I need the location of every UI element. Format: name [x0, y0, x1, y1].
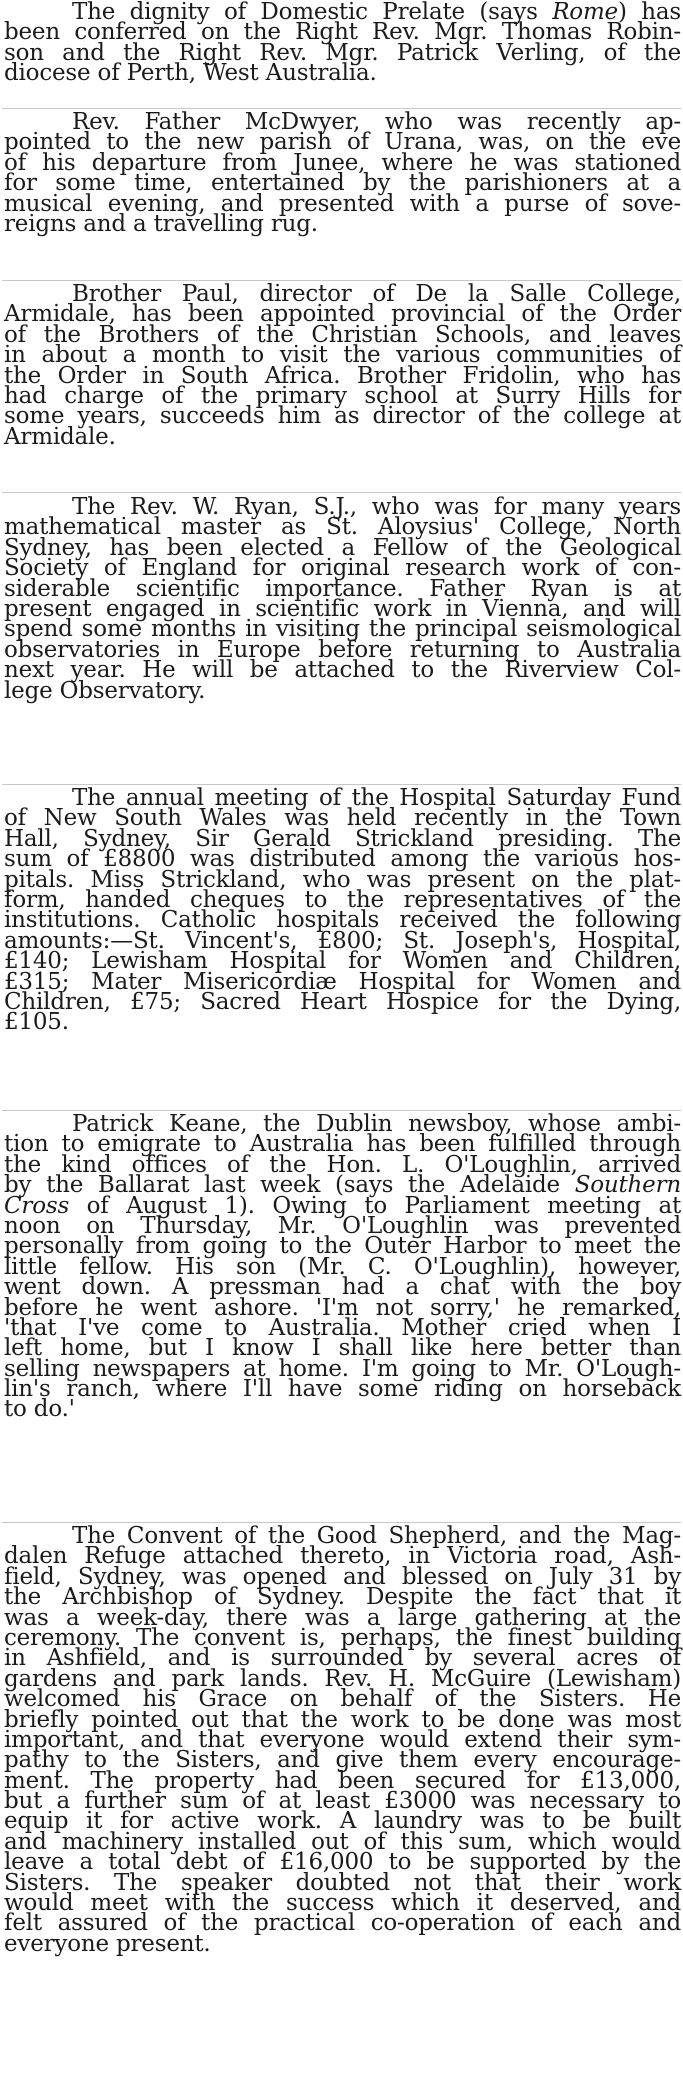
text-line: Sydney, has been elected a Fellow of the Geological [4, 534, 681, 561]
text-line: in about a month to visit the various communities of [4, 342, 681, 369]
news-paragraph-father-mcdwyer [0, 109, 683, 237]
text-line: 'that I've come to Australia. Mother cried when I [4, 1314, 681, 1341]
text-line: some years, succeeds him as director of the college at [4, 403, 681, 430]
text-line: Armidale, has been appointed provincial of the Order [4, 301, 681, 328]
text-line: briefly pointed out that the work to be done was most [4, 1706, 681, 1733]
text-line: dalen Refuge attached thereto, in Victoria road, Ash- [4, 1543, 681, 1570]
news-paragraph-patrick-keane [0, 1111, 683, 1423]
text-line: important, and that everyone would extend their sym- [4, 1726, 681, 1753]
text-line: gardens and park lands. Rev. H. McGuire (Lewisham) [4, 1665, 681, 1692]
text-line: lege Observatory. [4, 677, 206, 704]
text-line: would meet with the success which it deserved, and [4, 1890, 681, 1917]
text-line: present engaged in scientific work in Vienna, and will [4, 595, 681, 622]
text-line: The dignity of Domestic Prelate (says Rome) has [72, 0, 681, 25]
text-line: observatories in Europe before returning to Australia [4, 636, 681, 663]
news-paragraph-domestic-prelate [0, 0, 683, 87]
news-paragraph-brother-paul [0, 281, 683, 450]
text-line: The Convent of the Good Shepherd, and the Mag- [72, 1523, 681, 1549]
text-line: but a further sum of at least £3000 was necessary to [4, 1788, 681, 1815]
text-line: to do.' [4, 1396, 75, 1423]
news-paragraph-rev-ryan [0, 494, 683, 704]
text-line: form, handed cheques to the representatives of the [4, 886, 681, 913]
text-line: pathy to the Sisters, and give them every encourage- [4, 1747, 681, 1774]
text-line: the Order in South Africa. Brother Fridolin, who has [4, 362, 681, 389]
text-line: felt assured of the practical co-operation of each and [4, 1910, 681, 1937]
text-line: equip it for active work. A laundry was to be built [4, 1808, 681, 1835]
paragraph-divider [2, 492, 681, 493]
text-line: of New South Wales was held recently in the Town [4, 805, 681, 832]
text-line: was a week-day, there was a large gathering at the [4, 1604, 681, 1631]
news-paragraph-hospital-saturday-fund [0, 785, 683, 1036]
text-line: personally from going to the Outer Harbor to meet the [4, 1233, 681, 1260]
text-line: The annual meeting of the Hospital Saturday Fund [72, 785, 681, 811]
text-line: field, Sydney, was opened and blessed on July 31 by [4, 1563, 681, 1590]
text-line: ceremony. The convent is, perhaps, the finest building [4, 1624, 681, 1651]
text-line: of the Brothers of the Christian Schools, and leaves [4, 321, 681, 348]
text-line: £140; Lewisham Hospital for Women and Children, [4, 948, 681, 975]
text-line: been conferred on the Right Rev. Mgr. Thomas Robin- [4, 19, 681, 46]
text-line: institutions. Catholic hospitals received the following [4, 907, 681, 934]
text-line: the kind offices of the Hon. L. O'Loughlin, arrived [4, 1151, 681, 1178]
text-line: leave a total debt of £16,000 to be supported by the [4, 1849, 681, 1876]
text-line: Sisters. The speaker doubted not that their work [4, 1869, 681, 1896]
text-line: Brother Paul, director of De la Salle College, [72, 281, 681, 307]
text-line: £315; Mater Misericordiæ Hospital for Women and [4, 968, 681, 995]
text-line: left home, but I know I shall like here better than [4, 1335, 681, 1362]
text-line: son and the Right Rev. Mgr. Patrick Verling, of the [4, 39, 681, 66]
text-line: noon on Thursday, Mr. O'Loughlin was prevented [4, 1212, 681, 1239]
news-paragraph-good-shepherd-convent [0, 1523, 683, 1957]
text-line: £105. [4, 1009, 69, 1036]
text-line: Children, £75; Sacred Heart Hospice for the Dying, [4, 988, 681, 1015]
text-line: next year. He will be attached to the Riverview Col- [4, 657, 681, 684]
text-line: tion to emigrate to Australia has been fulfilled through [4, 1131, 681, 1158]
text-line: siderable scientific importance. Father Ryan is at [4, 575, 681, 602]
text-line: ment. The property had been secured for £13,000, [4, 1767, 681, 1794]
text-line: in Ashfield, and is surrounded by several acres of [4, 1645, 681, 1672]
text-line: for some time, entertained by the parishioners at a [4, 170, 681, 197]
text-line: went down. A pressman had a chat with the boy [4, 1274, 681, 1301]
text-line: sum of £8800 was distributed among the various hos- [4, 846, 681, 873]
text-line: little fellow. His son (Mr. C. O'Loughlin), however, [4, 1253, 681, 1280]
text-line: diocese of Perth, West Australia. [4, 60, 377, 87]
text-line: and machinery installed out of this sum, which would [4, 1828, 681, 1855]
text-line: lin's ranch, where I'll have some riding on horseback [4, 1376, 681, 1403]
text-line: welcomed his Grace on behalf of the Sisters. He [4, 1686, 681, 1713]
text-line: before he went ashore. 'I'm not sorry,' he remarked, [4, 1294, 681, 1321]
text-line: selling newspapers at home. I'm going to Mr. O'Lough- [4, 1355, 681, 1382]
text-line: pitals. Miss Strickland, who was present on the plat- [4, 866, 681, 893]
text-line: Hall, Sydney, Sir Gerald Strickland presiding. The [4, 825, 681, 852]
text-line: mathematical master as St. Aloysius' College, North [4, 514, 681, 541]
text-line: spend some months in visiting the principal seismological [4, 616, 681, 643]
text-line: Society of England for original research work of con- [4, 555, 681, 582]
text-line: reigns and a travelling rug. [4, 210, 318, 237]
text-line: Rev. Father McDwyer, who was recently ap- [72, 109, 681, 135]
text-line: everyone present. [4, 1930, 211, 1957]
text-line: Armidale. [4, 423, 116, 450]
text-line: the Archbishop of Sydney. Despite the fact that it [4, 1584, 681, 1611]
text-line: pointed to the new parish of Urana, was, on the eve [4, 129, 681, 156]
text-line: had charge of the primary school at Surry Hills for [4, 382, 681, 409]
text-line: of his departure from Junee, where he was stationed [4, 149, 681, 176]
text-line: The Rev. W. Ryan, S.J., who was for many years [72, 494, 681, 520]
text-line: Patrick Keane, the Dublin newsboy, whose ambi- [72, 1111, 681, 1137]
text-line: by the Ballarat last week (says the Adelaide Southern [4, 1172, 681, 1199]
text-line: musical evening, and presented with a purse of sove- [4, 190, 681, 217]
text-line: amounts:—St. Vincent's, £800; St. Joseph's, Hospital, [4, 927, 681, 954]
text-line: Cross of August 1). Owing to Parliament meeting at [4, 1192, 681, 1219]
